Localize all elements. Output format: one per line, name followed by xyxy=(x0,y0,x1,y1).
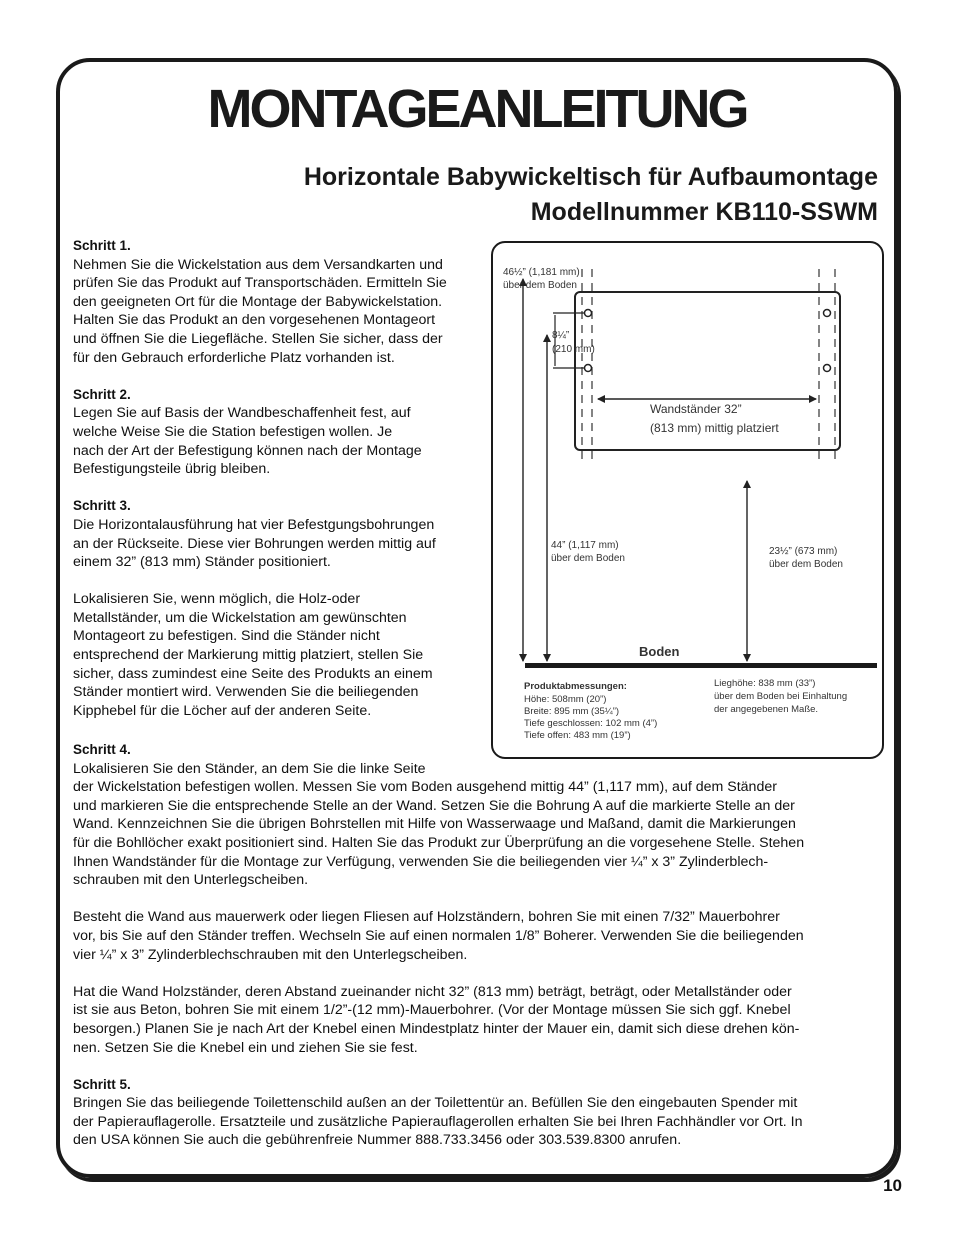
step-3-line: Lokalisieren Sie, wenn möglich, die Holz-oder xyxy=(73,591,361,608)
dimension-height: Höhe: 508mm (20”) xyxy=(524,694,607,705)
step-4-line: nen. Setzen Sie die Knebel ein und ziehen Sie sie fest. xyxy=(73,1039,418,1056)
step-1-line: Halten Sie das Produkt an den vorgesehenen Montageort xyxy=(73,312,436,329)
step-5 xyxy=(73,1076,883,1150)
step-4 xyxy=(73,741,883,890)
step-1 xyxy=(73,237,483,367)
floor-label: Boden xyxy=(639,644,680,659)
step-1-line: und öffnen Sie die Liegefläche. Stellen Sie sicher, dass der xyxy=(73,330,443,347)
product-dimensions-heading: Produktabmessungen: xyxy=(524,681,627,692)
step-4-heading: Schritt 4. xyxy=(73,742,131,757)
lying-height-note-2: der angegebenen Maße. xyxy=(714,704,819,715)
dimension-depth-open: Tiefe offen: 483 mm (19”) xyxy=(524,730,631,741)
step-2-line: nach der Art der Befestigung können nach der Montage xyxy=(73,442,422,459)
steps-full-width xyxy=(73,741,883,1150)
step-1-line: prüfen Sie das Produkt auf Transportschäden. Ermitteln Sie xyxy=(73,275,447,292)
step-1-heading: Schritt 1. xyxy=(73,238,131,253)
step-3-line: Die Horizontalausführung hat vier Befestgungsbohrungen xyxy=(73,516,435,533)
dimension-depth-closed: Tiefe geschlossen: 102 mm (4”) xyxy=(524,718,658,729)
step-4-line: Ihnen Wandständer für die Montage zur Verfügung, verwenden Sie die beiliegenden vier ¼” x 3” Zylinderblech- xyxy=(73,853,769,870)
step-2 xyxy=(73,386,483,479)
subtitle-model-number: Modellnummer KB110-SSWM xyxy=(530,198,878,226)
step-4-line: Lokalisieren Sie den Ständer, an dem Sie die linke Seite xyxy=(73,760,426,777)
step-1-line: Nehmen Sie die Wickelstation aus dem Versandkarten und xyxy=(73,256,443,273)
step-3-line: an der Rückseite. Diese vier Bohrungen werden mittig auf xyxy=(73,535,436,552)
step-4-masonry xyxy=(73,908,883,964)
hole-height-label-unit: über dem Boden xyxy=(551,553,625,564)
step-4-line: besorgen.) Planen Sie je nach Art der Knebel einen Mindestplatz hinter der Mauer ein, damit sich diese drehen kön- xyxy=(73,1020,800,1037)
top-height-label-unit: über dem Boden xyxy=(503,280,577,291)
step-3-heading: Schritt 3. xyxy=(73,498,131,514)
step-1-line: den geeigneten Ort für die Montage der Babywickelstation. xyxy=(73,293,443,310)
stud-spacing-label: Wandständer 32” xyxy=(650,402,742,416)
step-5-line: Bringen Sie das beiliegende Toilettenschild außen an der Toilettentür an. Befüllen Sie den eingebauten Spender mit xyxy=(73,1095,798,1112)
step-4-toggle-bolts xyxy=(73,983,883,1057)
step-2-line: Befestigungsteile übrig bleiben. xyxy=(73,461,271,478)
step-4-line: vier ¼” x 3” Zylinderblechschrauben mit den Unterlegscheiben. xyxy=(73,946,468,963)
hole-spacing-label: 8¼” xyxy=(552,330,570,341)
step-4-line: ist sie aus Beton, bohren Sie mit einem 1/2”-(12 mm)-Mauerbohrer. (Vor der Montage müssen Sie sich ggf. Knebel xyxy=(73,1002,791,1019)
lying-height-note: über dem Boden bei Einhaltung xyxy=(714,691,848,702)
page-number: 10 xyxy=(883,1176,902,1195)
step-3-line: Ständer montiert wird. Verwenden Sie die beiliegenden xyxy=(73,684,419,701)
stud-spacing-label-mm: (813 mm) mittig platziert xyxy=(650,421,779,435)
step-4-line: vor, bis Sie auf den Ständer treffen. Wechseln Sie auf einen normalen 1/8” Boherer. Verwenden Sie die beiliegenden xyxy=(73,927,804,944)
step-3-continued xyxy=(73,590,483,720)
step-4-line: und markieren Sie die entsprechende Stelle an der Wand. Setzen Sie die Bohrung A auf die markierte Stelle an der xyxy=(73,797,795,814)
dimension-width: Breite: 895 mm (35¼”) xyxy=(524,706,620,717)
step-4-line: Besteht die Wand aus mauerwerk oder liegen Fliesen auf Holzständern, bohren Sie mit einen 7/32” Mauerbohrer xyxy=(73,909,780,926)
step-5-heading: Schritt 5. xyxy=(73,1076,131,1092)
steps-left-column xyxy=(73,237,483,720)
step-3-line: einem 32” (813 mm) Ständer positioniert. xyxy=(73,554,331,571)
mounting-holes xyxy=(585,310,831,372)
step-4-line: der Wickelstation befestigen wollen. Messen Sie vom Boden ausgehend mittig 44” (1,117 mm), auf dem Ständer xyxy=(73,779,777,796)
step-3-line: Metallständer, um die Wickelstation am gewünschten xyxy=(73,609,407,626)
bottom-height-label: 23½” (673 mm) xyxy=(769,546,838,557)
step-3-line: Kipphebel für die Löcher auf der anderen Seite. xyxy=(73,702,372,719)
step-3-line: Montageort zu befestigen. Sind die Ständer nicht xyxy=(73,628,380,645)
step-3 xyxy=(73,497,483,571)
hole-height-label: 44” (1,117 mm) xyxy=(551,540,619,551)
step-4-line: für die Bohllöcher exakt positioniert sind. Halten Sie das Produkt zur Überprüfung an die vorgesehene Stelle. Stehen xyxy=(73,834,805,851)
step-2-line: Legen Sie auf Basis der Wandbeschaffenheit fest, auf xyxy=(73,405,411,422)
step-2-heading: Schritt 2. xyxy=(73,386,131,402)
step-2-line: welche Weise Sie die Station befestigen wollen. Je xyxy=(73,423,393,440)
floor-line xyxy=(525,663,877,668)
hole-spacing-label-mm: (210 mm) xyxy=(552,344,595,355)
step-5-line: den USA können Sie auch die gebührenfreie Nummer 888.733.3456 oder 303.539.8300 anrufen. xyxy=(73,1132,682,1149)
mounting-diagram xyxy=(491,241,884,759)
step-1-line: für den Gebrauch erforderliche Platz vorhanden ist. xyxy=(73,349,395,366)
step-3-line: entsprechend der Markierung mittig platziert, stellen Sie xyxy=(73,647,424,664)
bottom-height-label-unit: über dem Boden xyxy=(769,559,843,570)
step-4-line: Wand. Kennzeichnen Sie die übrigen Bohrstellen mit Hilfe von Wasserwaage und Maßand, damit die Markierungen xyxy=(73,816,796,833)
mounting-diagram-drawing xyxy=(493,243,886,761)
step-4-line: schrauben mit den Unterlegscheiben. xyxy=(73,872,309,889)
step-4-line: Hat die Wand Holzständer, deren Abstand zueinander nicht 32” (813 mm) beträgt, beträgt, oder Metallständer oder xyxy=(73,983,792,1000)
subtitle-product: Horizontale Babywickeltisch für Aufbaumontage xyxy=(303,163,878,191)
lying-height-label: Lieghöhe: 838 mm (33”) xyxy=(714,678,816,689)
step-5-line: der Papierauflagerolle. Ersatzteile und zusätzliche Papierauflagerollen erhalten Sie bei Ihren Fachhändler vor Ort. In xyxy=(73,1113,803,1130)
page-title: MONTAGEANLEITUNG xyxy=(207,79,747,139)
subtitle-block xyxy=(304,160,878,230)
step-3-line: sicher, dass zumindest eine Seite des Produkts an einem xyxy=(73,665,433,682)
top-height-label: 46½” (1,181 mm) xyxy=(503,267,580,278)
